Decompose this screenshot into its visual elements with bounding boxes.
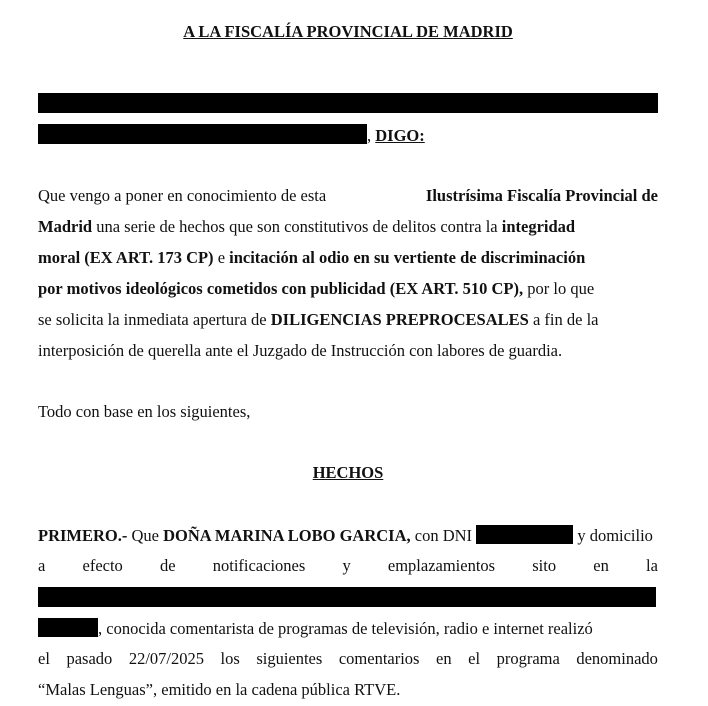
text-span: Que	[127, 526, 164, 545]
paragraph-line	[38, 186, 658, 206]
text-span: una serie de hechos que son constitutivos de delitos contra la	[92, 217, 502, 236]
word: emplazamientos	[387, 556, 496, 575]
word: el	[468, 649, 481, 668]
bold-span: DILIGENCIAS PREPROCESALES	[270, 310, 529, 329]
text-span: e	[213, 248, 230, 267]
bold-span: por motivos ideológicos cometidos con publicidad (EX ART. 510 CP),	[38, 279, 524, 298]
word: pasado	[66, 649, 113, 668]
digo-label: DIGO:	[375, 126, 425, 145]
paragraph-line	[38, 402, 658, 422]
bold-span: Ilustrísima Fiscalía Provincial de	[425, 186, 658, 205]
word: sito	[532, 556, 557, 575]
digo-line	[367, 126, 567, 146]
bold-span: moral (EX ART. 173 CP)	[38, 248, 214, 267]
hechos-heading: HECHOS	[312, 463, 384, 482]
paragraph-line	[38, 248, 658, 268]
bold-span: PRIMERO.-	[38, 526, 128, 545]
paragraph-line	[38, 310, 658, 330]
text-span: interposición de querella ante el Juzgado de Instrucción con labores de guardia.	[38, 341, 563, 360]
word: en	[593, 556, 609, 575]
paragraph-line-justified	[38, 556, 658, 576]
paragraph-line	[38, 279, 658, 299]
word: programa	[496, 649, 560, 668]
paragraph-line-justified	[38, 649, 658, 669]
bold-span: integridad	[501, 217, 576, 236]
section-heading	[38, 463, 658, 483]
text-span: Todo con base en los siguientes,	[38, 402, 251, 421]
text-span: con DNI	[410, 526, 477, 545]
redacted-block	[38, 93, 658, 113]
bold-span: DOÑA MARINA LOBO GARCIA,	[163, 526, 411, 545]
bold-span: incitación al odio en su vertiente de discriminación	[229, 248, 586, 267]
word: en	[436, 649, 452, 668]
word: y	[342, 556, 351, 575]
word: los	[220, 649, 240, 668]
redacted-dni	[476, 525, 573, 544]
word: 22/07/2025	[128, 649, 204, 668]
text-span: y domicilio	[573, 526, 653, 545]
word: a	[38, 556, 46, 575]
text-span: , conocida comentarista de programas de televisión, radio e internet realizó	[98, 619, 593, 638]
text-span: por lo que	[523, 279, 595, 298]
word: notificaciones	[212, 556, 306, 575]
word: de	[159, 556, 176, 575]
paragraph-line	[38, 525, 658, 546]
word: la	[646, 556, 658, 575]
redacted-address-end	[38, 618, 98, 637]
word: siguientes	[256, 649, 323, 668]
bold-span: Madrid	[38, 217, 93, 236]
paragraph-line	[38, 341, 658, 361]
paragraph-line	[38, 217, 658, 237]
redacted-block	[38, 124, 367, 144]
word: denominado	[576, 649, 658, 668]
paragraph-line	[38, 680, 658, 700]
text-span: “Malas Lenguas”, emitido en la cadena pública RTVE.	[38, 680, 401, 699]
text-span: Que vengo a poner en conocimiento de esta	[38, 186, 327, 205]
document-title	[38, 22, 658, 42]
comma-text: ,	[367, 126, 376, 145]
redacted-address	[38, 587, 656, 607]
paragraph-line	[38, 618, 658, 639]
word: comentarios	[338, 649, 420, 668]
text-span: se solicita la inmediata apertura de	[38, 310, 271, 329]
text-span: a fin de la	[528, 310, 599, 329]
title-text: A LA FISCALÍA PROVINCIAL DE MADRID	[183, 22, 513, 41]
word: el	[38, 649, 50, 668]
word: efecto	[82, 556, 123, 575]
